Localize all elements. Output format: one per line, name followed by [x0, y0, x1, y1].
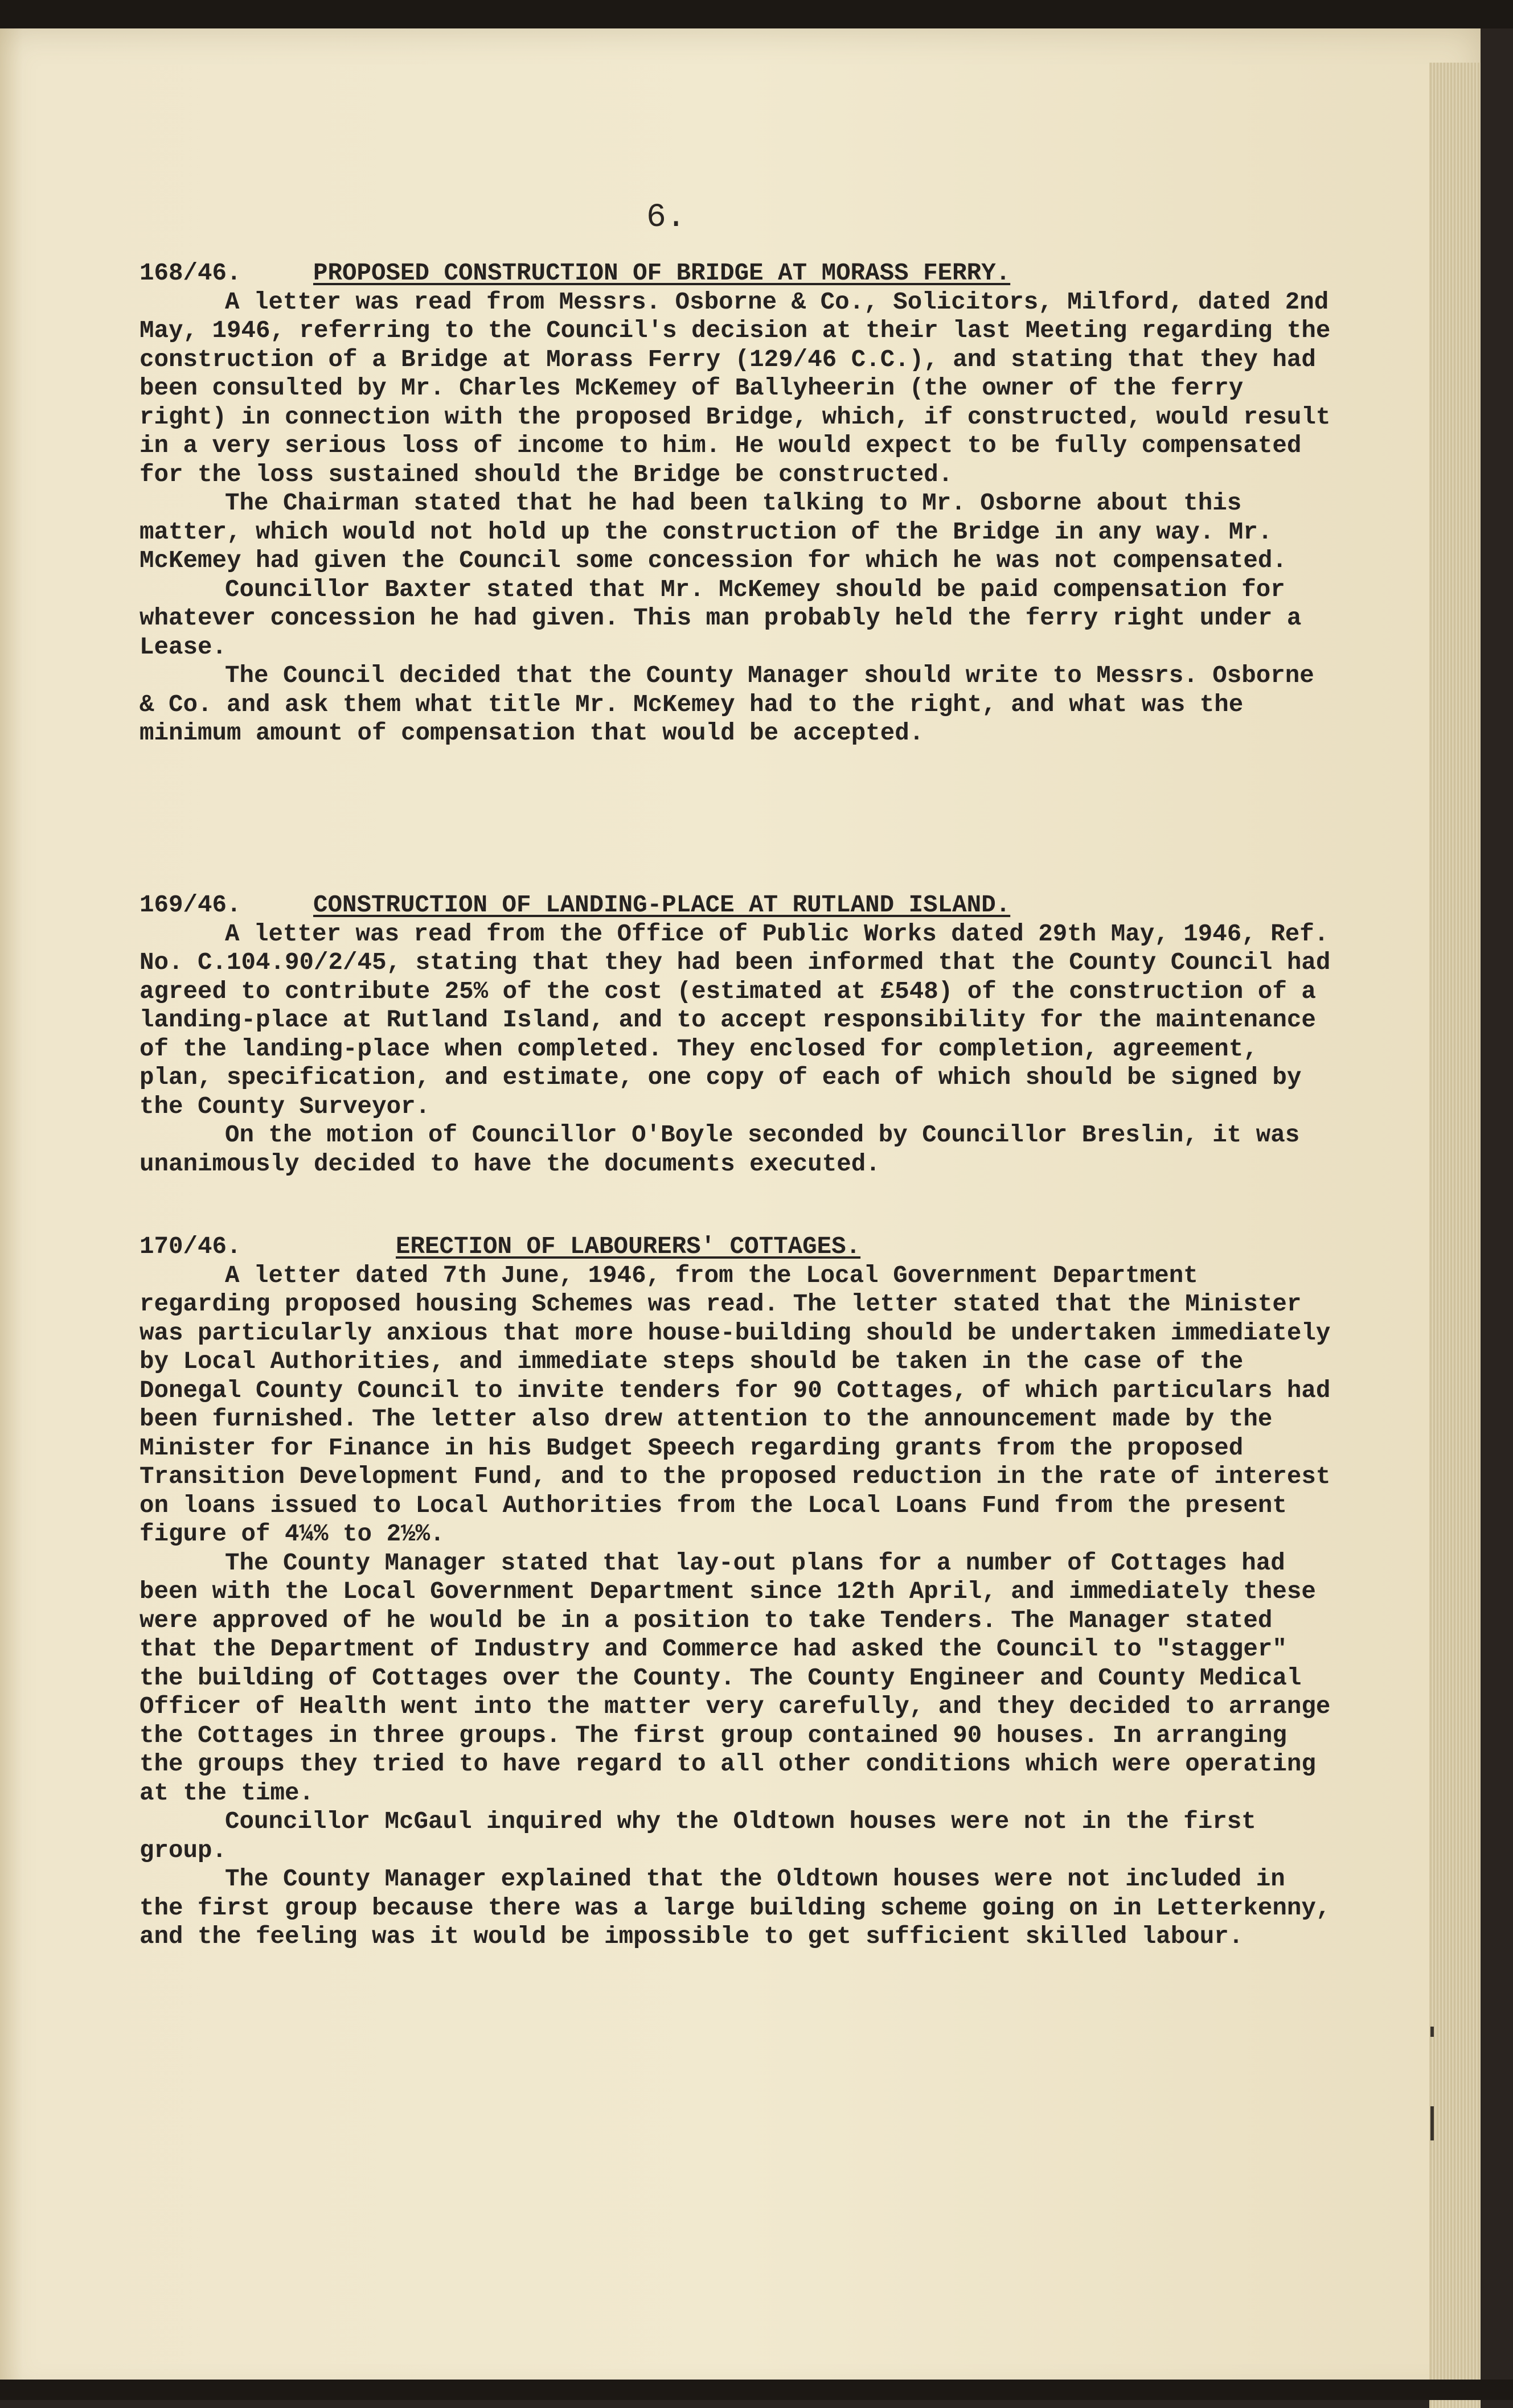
margin-mark	[1430, 2106, 1434, 2140]
item-paragraph: The County Manager explained that the Oldtown houses were not included in the first group because there was a large building scheme going on in Letterkenny, and the feeling was it would be impossible to get sufficient skilled labour.	[140, 1865, 1331, 1950]
item-title: CONSTRUCTION OF LANDING-PLACE AT RUTLAND ISLAND.	[313, 891, 1011, 919]
item-number: 170/46.	[140, 1233, 241, 1260]
item-paragraph: The Chairman stated that he had been talking to Mr. Osborne about this matter, which would not hold up the construction of the Bridge in any way. Mr. McKemey had given the Council some concession for which he was not compensated.	[140, 490, 1287, 574]
item-paragraph: The Council decided that the County Manager should write to Messrs. Osborne & Co. and ask them what title Mr. McKemey had to the right, and what was the minimum amount of compensation that would be accepted.	[140, 662, 1314, 747]
item-number: 168/46.	[140, 260, 241, 287]
item-heading	[140, 259, 1335, 288]
book-page-edges	[1429, 63, 1481, 2408]
minute-item-169	[140, 891, 1335, 1178]
minute-item-168	[140, 259, 1335, 748]
scan-top-border	[0, 0, 1513, 28]
item-heading	[140, 1232, 1335, 1261]
margin-mark	[1430, 2027, 1434, 2037]
item-paragraph: Councillor Baxter stated that Mr. McKemey should be paid compensation for whatever concession he had given. This man probably held the ferry right under a Lease.	[140, 576, 1302, 661]
minute-item-170	[140, 1232, 1335, 1951]
item-title: PROPOSED CONSTRUCTION OF BRIDGE AT MORASS FERRY.	[313, 260, 1011, 287]
item-paragraph: Councillor McGaul inquired why the Oldtown houses were not in the first group.	[140, 1808, 1256, 1864]
item-paragraph: A letter was read from Messrs. Osborne & Co., Solicitors, Milford, dated 2nd May, 1946, referring to the Council's decision at their last Meeting regarding the construction of a Bridge at Morass Ferry (129/46 C.C.), and stating that they had been consulted by Mr. Charles McKemey of Ballyheerin (the owner of the ferry right) in connection with the proposed Bridge, which, if constructed, would result in a very serious loss of income to him. He would expect to be fully compensated for the loss sustained should the Bridge be constructed.	[140, 288, 1331, 488]
item-title: ERECTION OF LABOURERS' COTTAGES.	[396, 1233, 861, 1260]
item-number: 169/46.	[140, 891, 241, 919]
scan-bottom-border	[0, 2380, 1513, 2400]
item-paragraph: A letter dated 7th June, 1946, from the Local Government Department regarding proposed housing Schemes was read. The letter stated that the Minister was particularly anxious that more house-building should be undertaken immediately by Local Authorities, and immediate steps should be taken in the case of the Donegal County Council to invite tenders for 90 Cottages, of which particulars had been furnished. The letter also drew attention to the announcement made by the Minister for Finance in his Budget Speech regarding grants from the proposed Transition Development Fund, and to the proposed reduction in the rate of interest on loans issued to Local Authorities from the Local Loans Fund from the present figure of 4¼% to 2½%.	[140, 1261, 1331, 1548]
item-heading	[140, 891, 1335, 920]
item-paragraph: A letter was read from the Office of Public Works dated 29th May, 1946, Ref. No. C.104.90/2/45, stating that they had been informed that the County Council had agreed to contribute 25% of the cost (estimated at £548) of the construction of a landing-place at Rutland Island, and to accept responsibility for the maintenance of the landing-place when completed. They enclosed for completion, agreement, plan, specification, and estimate, one copy of each of which should be signed by the County Surveyor.	[140, 920, 1331, 1120]
page-number: 6.	[646, 199, 686, 236]
item-paragraph: On the motion of Councillor O'Boyle seconded by Councillor Breslin, it was unanimously decided to have the documents executed.	[140, 1121, 1300, 1178]
item-paragraph: The County Manager stated that lay-out plans for a number of Cottages had been with the Local Government Department since 12th April, and immediately these were approved of he would be in a position to take Tenders. The Manager stated that the Department of Industry and Commerce had asked the Council to "stagger" the building of Cottages over the County. The County Engineer and County Medical Officer of Health went into the matter very carefully, and they decided to arrange the Cottages in three groups. The first group contained 90 houses. In arranging the groups they tried to have regard to all other conditions which were operating at the time.	[140, 1549, 1331, 1807]
